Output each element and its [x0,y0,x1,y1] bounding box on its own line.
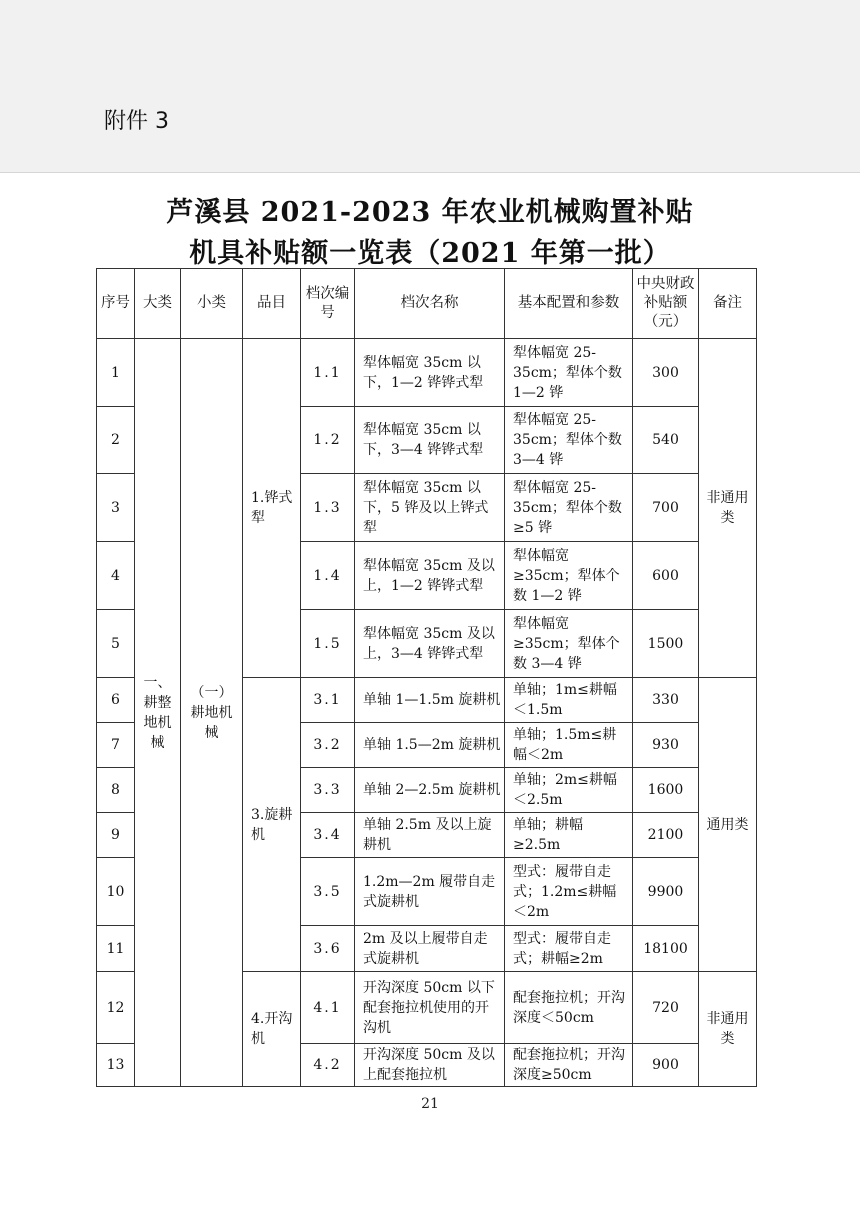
cell-config: 型式：履带自走式；1.2m≤耕幅＜2m [505,858,633,926]
subsidy-table [96,268,757,1087]
cell-subsidy: 300 [633,339,699,407]
cell-subcategory: （一）耕地机械 [181,339,243,1087]
cell-subsidy: 600 [633,542,699,610]
cell-subsidy: 1500 [633,610,699,678]
cell-note-trencher: 非通用类 [699,972,757,1087]
cell-subsidy: 720 [633,972,699,1044]
cell-note-rotary-tiller: 通用类 [699,678,757,972]
cell-name: 1.2m—2m 履带自走式旋耕机 [355,858,505,926]
cell-seq: 13 [97,1044,135,1087]
cell-config: 犁体幅宽 25-35cm；犁体个数 3—4 铧 [505,407,633,474]
header-config: 基本配置和参数 [505,269,633,339]
header-seq: 序号 [97,269,135,339]
cell-name: 单轴 2—2.5m 旋耕机 [355,768,505,813]
cell-code: 3.5 [301,858,355,926]
cell-seq: 8 [97,768,135,813]
header-grade-code: 档次编号 [301,269,355,339]
cell-code: 3.6 [301,926,355,972]
cell-config: 单轴；1.5m≤耕幅＜2m [505,723,633,768]
cell-code: 1.2 [301,407,355,474]
cell-name: 开沟深度 50cm 以下配套拖拉机使用的开沟机 [355,972,505,1044]
cell-name: 犁体幅宽 35cm 以下，5 铧及以上铧式犁 [355,474,505,542]
cell-name: 犁体幅宽 35cm 及以上，1—2 铧铧式犁 [355,542,505,610]
cell-item-rotary-tiller: 3.旋耕机 [243,678,301,972]
cell-code: 1.5 [301,610,355,678]
cell-config: 单轴；2m≤耕幅＜2.5m [505,768,633,813]
cell-code: 3.2 [301,723,355,768]
cell-subsidy: 18100 [633,926,699,972]
attachment-label: 附件 3 [104,109,169,134]
cell-seq: 11 [97,926,135,972]
cell-subsidy: 930 [633,723,699,768]
cell-seq: 10 [97,858,135,926]
cell-code: 4.1 [301,972,355,1044]
cell-config: 配套拖拉机；开沟深度≥50cm [505,1044,633,1087]
cell-subsidy: 700 [633,474,699,542]
cell-code: 3.1 [301,678,355,723]
header-grade-name: 档次名称 [355,269,505,339]
header-subsidy: 中央财政补贴额（元） [633,269,699,339]
cell-config: 单轴；耕幅≥2.5m [505,813,633,858]
cell-code: 1.1 [301,339,355,407]
cell-code: 4.2 [301,1044,355,1087]
cell-subsidy: 900 [633,1044,699,1087]
cell-item-trencher: 4.开沟机 [243,972,301,1087]
cell-seq: 6 [97,678,135,723]
cell-code: 1.3 [301,474,355,542]
cell-subsidy: 1600 [633,768,699,813]
cell-config: 犁体幅宽 25-35cm；犁体个数 1—2 铧 [505,339,633,407]
cell-subsidy: 9900 [633,858,699,926]
table-row [97,339,757,407]
cell-seq: 12 [97,972,135,1044]
cell-note-plough: 非通用类 [699,339,757,678]
cell-subsidy: 330 [633,678,699,723]
scan-header-band [0,0,860,173]
cell-seq: 7 [97,723,135,768]
cell-name: 单轴 2.5m 及以上旋耕机 [355,813,505,858]
cell-code: 3.3 [301,768,355,813]
cell-config: 型式：履带自走式；耕幅≥2m [505,926,633,972]
cell-config: 单轴；1m≤耕幅＜1.5m [505,678,633,723]
table-header-row [97,269,757,339]
page-number: 21 [421,1096,439,1112]
header-category: 大类 [135,269,181,339]
cell-config: 犁体幅宽≥35cm；犁体个数 3—4 铧 [505,610,633,678]
cell-name: 犁体幅宽 35cm 及以上，3—4 铧铧式犁 [355,610,505,678]
cell-code: 1.4 [301,542,355,610]
cell-subsidy: 540 [633,407,699,474]
cell-config: 犁体幅宽≥35cm；犁体个数 1—2 铧 [505,542,633,610]
cell-seq: 4 [97,542,135,610]
cell-item-plough: 1.铧式犁 [243,339,301,678]
header-item: 品目 [243,269,301,339]
cell-name: 犁体幅宽 35cm 以下，1—2 铧铧式犁 [355,339,505,407]
cell-code: 3.4 [301,813,355,858]
cell-config: 犁体幅宽 25-35cm；犁体个数≥5 铧 [505,474,633,542]
cell-seq: 2 [97,407,135,474]
header-subcategory: 小类 [181,269,243,339]
cell-seq: 3 [97,474,135,542]
cell-name: 犁体幅宽 35cm 以下，3—4 铧铧式犁 [355,407,505,474]
cell-category: 一、耕整地机械 [135,339,181,1087]
page-title-line1: 芦溪县 2021-2023 年农业机械购置补贴 [166,197,694,228]
cell-name: 开沟深度 50cm 及以上配套拖拉机 [355,1044,505,1087]
header-note: 备注 [699,269,757,339]
cell-subsidy: 2100 [633,813,699,858]
cell-seq: 9 [97,813,135,858]
cell-config: 配套拖拉机；开沟深度＜50cm [505,972,633,1044]
cell-seq: 1 [97,339,135,407]
cell-seq: 5 [97,610,135,678]
cell-name: 单轴 1—1.5m 旋耕机 [355,678,505,723]
cell-name: 2m 及以上履带自走式旋耕机 [355,926,505,972]
cell-name: 单轴 1.5—2m 旋耕机 [355,723,505,768]
page-title-line2: 机具补贴额一览表（2021 年第一批） [189,238,671,269]
